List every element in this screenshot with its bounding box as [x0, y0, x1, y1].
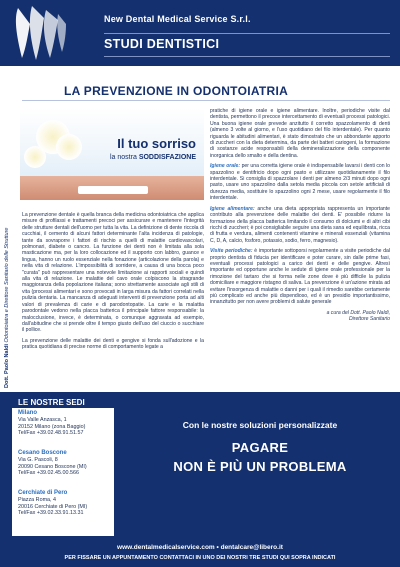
article-paragraph-oral-hygiene	[210, 163, 390, 201]
side-credit-name: Dott. Paolo Naldi	[4, 344, 10, 388]
promo-subline-bold: SODDISFAZIONE	[138, 154, 196, 161]
paragraph-text: per una corretta igiene orale è indispensabile lavarsi i denti con lo spazzolino e dentifricio dopo ogni pasto e utilizzare quotidianamente il filo interdentale. Si consiglia di spazzolare i denti per almeno 2/3 minuti dopo ogni pasto, usare uno spazzolino dalla setola media piccola con setole artificiali di durezza media, sostituire lo spazzolino ogni 2 mese, usare regolarmente il filo interdentale.	[210, 163, 391, 202]
location-phone[interactable]: Tel/Fax +39.02.33.91.13.31	[18, 510, 84, 517]
location-city: 20016 Cerchiate di Pero (MI)	[18, 503, 88, 510]
header-subtitle: STUDI DENTISTICI	[104, 37, 220, 51]
promo-subline	[110, 154, 196, 161]
location-name: Cesano Boscone	[18, 450, 67, 456]
locations-box	[12, 396, 114, 536]
paragraph-label: Igiene orale:	[210, 163, 241, 170]
flower-icon	[56, 134, 82, 160]
article-paragraph: La prevenzione delle malattie dei denti e gengive si fonda sull'adozione e la pratica quotidiana di precise norme di comportamento legate a	[22, 337, 204, 351]
location-phone[interactable]: Tel/Fax +39.02.48.91.51.57	[18, 430, 84, 437]
location-name: Milano	[18, 410, 37, 416]
promo-subline-pre: la nostra	[110, 154, 137, 161]
location-cesano-boscone	[18, 450, 112, 477]
cta-headline: PAGARE	[231, 440, 289, 455]
tooth-logo-icon	[12, 4, 68, 62]
side-credit-text	[4, 108, 10, 388]
location-address: Via G. Pascoli, 8	[18, 456, 58, 463]
article-paragraph: La prevenzione dentale è quella branca della medicina odontoiatrica che applica misure di profilassi e trattamenti precoci per assicurare e mantenere l'integrità delle strutture dentali dell'uomo per tutta la vita. La definizione di dente riccola di cucchiai, il cemento di alcuni fattori determinante l'alta incidenza di patologie, tante da sovraporre i fattori di rischio a quelli di malattie cardiovascolari, polmonari, diabete o cancro. La funzione dei denti non è limitata alla sola masticazione ma, per la loro collocazione ed il supporto con labbro, guance e lingua, hanno un ruolo essenziale nella fonazione (articolazione della parola) e nella vita di relazione. L'impossibilità di sorridere, a causa di una bocca poco "curata" può rappresentare una notevole limitazione ai rapporti sociali e quindi alla vita di relazione. Le malattie del cavo orale colpiscono la stragrande maggioranza della popolazione italiana; sono strettamente associate agli stili di vita (processi alimentari e sono provocati in larga misura da fattori correlati nella pulizia dentaria. La mancanza di adeguati interventi di prevenzione porta ad alti valori di prevalenza di carie e di parodontopatie. La carie e la malattia parodontale vedono nella placca batterica il principale fattore responsabile: la malocclusione, invece, è determinata, o comunque aggravata ad esempio, dall'abitudine che si prende oltre il tempo giusto dell'uso del ciuccio o succhiare il pollice.	[22, 212, 204, 334]
promo-headline: Il tuo sorriso	[117, 136, 196, 151]
header-divider	[104, 33, 390, 34]
paragraph-label: Visite periodiche:	[210, 248, 253, 255]
location-cerchiate-di-pero	[18, 490, 112, 517]
location-phone[interactable]: Tel/Fax +39.02.45.00.566	[18, 470, 79, 477]
company-name: New Dental Medical Service S.r.l.	[104, 14, 251, 24]
promo-image	[20, 108, 204, 200]
signature-role: Direttore Sanitario	[348, 316, 390, 323]
location-city: 20152 Milano (zona Baggio)	[18, 423, 86, 430]
article-paragraph-visits	[210, 248, 390, 306]
cta-headline-2: NON È PIÙ UN PROBLEMA	[173, 459, 347, 474]
side-credit	[4, 108, 16, 388]
footer	[0, 542, 400, 567]
header-divider-bottom	[104, 56, 390, 57]
teeth-graphic	[78, 186, 148, 194]
location-name: Cerchiate di Pero	[18, 490, 68, 496]
page-title: LA PREVENZIONE IN ODONTOIATRIA	[64, 84, 289, 98]
signature-author: a cura del Dott. Paolo Naldi,	[326, 309, 390, 316]
location-milano	[18, 410, 112, 437]
location-address: Via Valle Anzasca, 1	[18, 416, 67, 423]
article-paragraph-diet	[210, 206, 390, 244]
paragraph-text: anche una dieta appropriata rappresenta un importante contributo alla prevenzione delle malattie dei denti. E' possibile ridurre la formazione della placca batterica limitando il consumo di dolciumi e di altri cibi ricchi di zuccheri; è poi consigliabile seguire una dieta sana ed equilibrata, ricca di frutta e verdura, alimenti contenenti vitamine e minerali essenziali (vitamina C, D, A, calcio, fosforo, potassio, sodio, ferro, magnesio).	[210, 205, 390, 244]
footer-contacts[interactable]: www.dentalmedicalservice.com • dentalcare@libero.it	[117, 544, 283, 551]
location-address: Piazza Roma, 4	[18, 496, 57, 503]
locations-title: LE NOSTRE SEDI	[12, 396, 114, 408]
payment-cta	[130, 420, 390, 474]
title-divider	[22, 100, 390, 101]
article-paragraph: pratiche di igiene orale e igiene alimentare. Inoltre, periodiche visite dal dentista, permettono il precoce intercettamento di eventuali processi patologici. Una buona igiene orale prevede anzitutto il corretto spazzolamento di denti (almeno 3 volte al giorno, e l'uso quotidiano del filo interdentale). Per quanto riguarda le abitudini alimentari, è stato dimostrato che un abbondante apporto di zuccheri con la dieta determina, da parte dei batteri cariogeni, la formazione di sostanze acide responsabili della demineralizzazione della componente inorganica dello smalto e della dentina.	[210, 108, 390, 159]
paragraph-text: è importante sottoporsi regolarmente a visite periodiche dal proprio dentista di fiducia per identificare e poter curare, sin dalle prime fasi, eventuali processi patologici a carico dei denti e delle gengive. Altresì importante ed opportune anche le sedute di igiene orale professionale per la rimozione del tartaro che si forma nelle zone dove è più difficile la pulizia domiciliare e maggiore ristagno di saliva. La prevenzione è un'azione mirata ad evitare l'insorgenza di malattie o danni per i quali il rimedio sarebbe certamente più complicato ed anche più dispendioso, ed è un presidio importantissimo, innanzitutto per non avere problemi di salute generale	[210, 248, 390, 306]
flower-icon	[24, 146, 46, 168]
side-credit-role: Odontoiatra e Direttore Sanitario delle Strutture	[4, 227, 10, 343]
article-signature	[210, 310, 390, 323]
footer-appointment-text: PER FISSARE UN APPUNTAMENTO CONTATTACI IN UNO DEI NOSTRI TRE STUDI QUI SOPRA INDICATI	[64, 555, 336, 561]
location-city: 20090 Cesano Boscone (MI)	[18, 463, 87, 470]
cta-lead: Con le nostre soluzioni personalizzate	[182, 420, 338, 430]
article-left-column	[22, 212, 204, 355]
article-right-column	[210, 108, 390, 323]
paragraph-label: Igiene alimentare:	[210, 205, 255, 212]
header	[0, 0, 400, 66]
